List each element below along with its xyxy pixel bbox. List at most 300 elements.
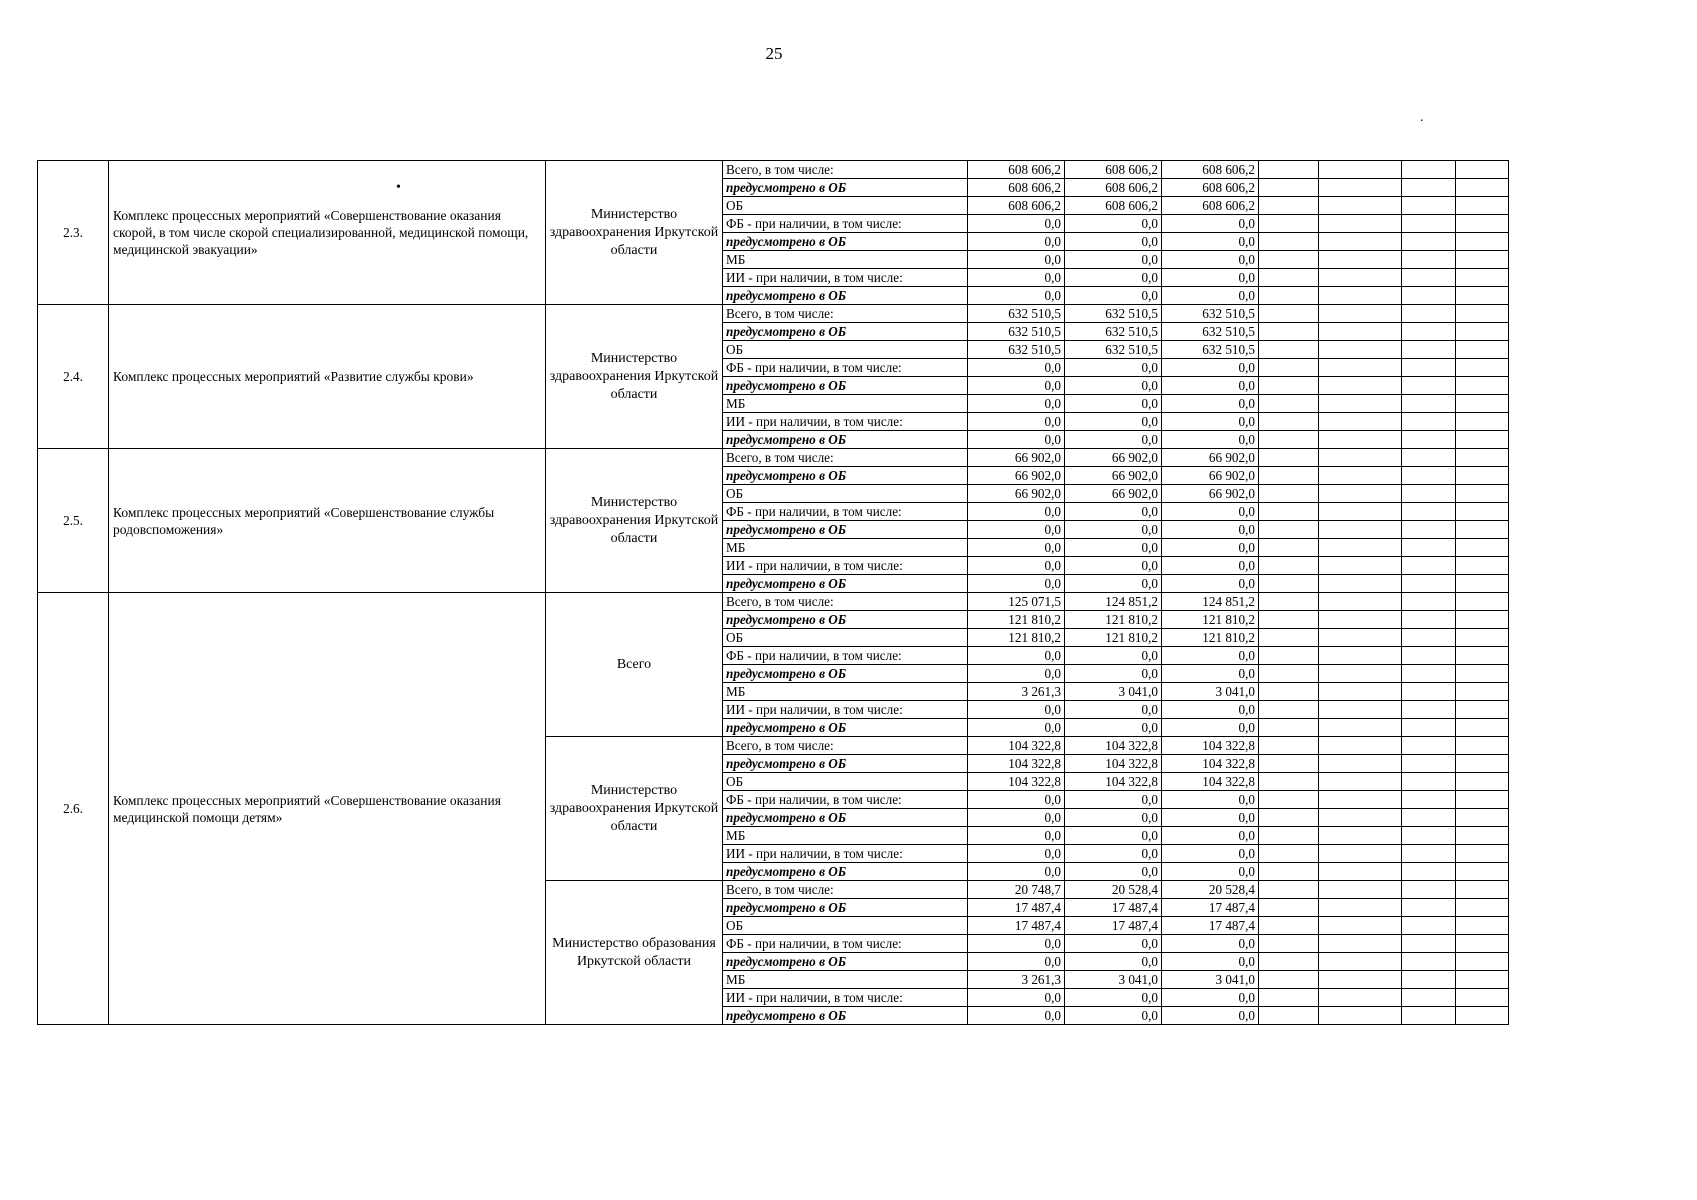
- empty-cell: [1456, 1007, 1509, 1025]
- funding-value: 3 041,0: [1162, 971, 1259, 989]
- empty-cell: [1402, 809, 1456, 827]
- empty-cell: [1259, 971, 1319, 989]
- funding-value: 0,0: [1065, 809, 1162, 827]
- funding-value: 121 810,2: [1162, 611, 1259, 629]
- funding-value: 17 487,4: [1065, 917, 1162, 935]
- executor-name: Всего: [546, 593, 723, 737]
- empty-cell: [1402, 683, 1456, 701]
- empty-cell: [1259, 305, 1319, 323]
- empty-cell: [1402, 917, 1456, 935]
- funding-value: 632 510,5: [1065, 323, 1162, 341]
- empty-cell: [1259, 737, 1319, 755]
- funding-value: 608 606,2: [1065, 197, 1162, 215]
- empty-cell: [1402, 179, 1456, 197]
- funding-source: предусмотрено в ОБ: [723, 755, 968, 773]
- empty-cell: [1259, 647, 1319, 665]
- empty-cell: [1259, 845, 1319, 863]
- funding-value: 0,0: [1065, 935, 1162, 953]
- funding-value: 0,0: [1162, 665, 1259, 683]
- funding-value: 0,0: [1065, 287, 1162, 305]
- empty-cell: [1259, 395, 1319, 413]
- empty-cell: [1259, 593, 1319, 611]
- empty-cell: [1319, 215, 1402, 233]
- funding-source: МБ: [723, 395, 968, 413]
- empty-cell: [1456, 611, 1509, 629]
- empty-cell: [1319, 827, 1402, 845]
- executor-name: Министерство здравоохранения Иркутской области: [546, 737, 723, 881]
- empty-cell: [1456, 305, 1509, 323]
- empty-cell: [1456, 539, 1509, 557]
- empty-cell: [1402, 575, 1456, 593]
- empty-cell: [1456, 719, 1509, 737]
- funding-source: предусмотрено в ОБ: [723, 719, 968, 737]
- empty-cell: [1402, 521, 1456, 539]
- empty-cell: [1319, 593, 1402, 611]
- empty-cell: [1402, 863, 1456, 881]
- empty-cell: [1319, 809, 1402, 827]
- funding-value: 0,0: [968, 539, 1065, 557]
- empty-cell: [1456, 323, 1509, 341]
- empty-cell: [1319, 701, 1402, 719]
- program-number: 2.6.: [38, 593, 109, 1025]
- empty-cell: [1319, 1007, 1402, 1025]
- funding-value: 0,0: [1065, 269, 1162, 287]
- funding-value: 66 902,0: [1162, 485, 1259, 503]
- empty-cell: [1259, 341, 1319, 359]
- executor-name: Министерство здравоохранения Иркутской области: [546, 305, 723, 449]
- funding-value: 0,0: [1065, 413, 1162, 431]
- funding-source: ФБ - при наличии, в том числе:: [723, 359, 968, 377]
- funding-value: 0,0: [1065, 791, 1162, 809]
- funding-source: предусмотрено в ОБ: [723, 665, 968, 683]
- empty-cell: [1259, 287, 1319, 305]
- funding-value: 0,0: [1065, 359, 1162, 377]
- funding-source: предусмотрено в ОБ: [723, 179, 968, 197]
- funding-value: 17 487,4: [968, 899, 1065, 917]
- empty-cell: [1259, 917, 1319, 935]
- empty-cell: [1259, 665, 1319, 683]
- funding-source: Всего, в том числе:: [723, 881, 968, 899]
- funding-value: 0,0: [1162, 503, 1259, 521]
- empty-cell: [1259, 629, 1319, 647]
- empty-cell: [1259, 161, 1319, 179]
- funding-value: 104 322,8: [1065, 755, 1162, 773]
- funding-value: 66 902,0: [1065, 449, 1162, 467]
- empty-cell: [1456, 503, 1509, 521]
- funding-value: 0,0: [968, 575, 1065, 593]
- funding-value: 0,0: [968, 935, 1065, 953]
- funding-value: 0,0: [968, 215, 1065, 233]
- empty-cell: [1259, 575, 1319, 593]
- funding-source: ИИ - при наличии, в том числе:: [723, 557, 968, 575]
- funding-value: 0,0: [1162, 413, 1259, 431]
- funding-value: 0,0: [1162, 557, 1259, 575]
- empty-cell: [1456, 863, 1509, 881]
- funding-value: 0,0: [968, 413, 1065, 431]
- funding-value: 632 510,5: [968, 341, 1065, 359]
- funding-value: 0,0: [1162, 863, 1259, 881]
- funding-value: 104 322,8: [1162, 755, 1259, 773]
- empty-cell: [1402, 989, 1456, 1007]
- funding-source: предусмотрено в ОБ: [723, 611, 968, 629]
- empty-cell: [1259, 701, 1319, 719]
- empty-cell: [1456, 827, 1509, 845]
- empty-cell: [1319, 413, 1402, 431]
- funding-source: предусмотрено в ОБ: [723, 377, 968, 395]
- empty-cell: [1259, 467, 1319, 485]
- empty-cell: [1456, 287, 1509, 305]
- funding-value: 0,0: [1065, 827, 1162, 845]
- empty-cell: [1402, 359, 1456, 377]
- funding-source: Всего, в том числе:: [723, 305, 968, 323]
- funding-source: предусмотрено в ОБ: [723, 1007, 968, 1025]
- funding-value: 0,0: [1065, 557, 1162, 575]
- funding-value: 3 041,0: [1162, 683, 1259, 701]
- empty-cell: [1456, 161, 1509, 179]
- funding-value: 0,0: [1162, 719, 1259, 737]
- empty-cell: [1456, 989, 1509, 1007]
- funding-value: 121 810,2: [1162, 629, 1259, 647]
- empty-cell: [1259, 773, 1319, 791]
- empty-cell: [1402, 323, 1456, 341]
- funding-value: 20 528,4: [1162, 881, 1259, 899]
- funding-value: 0,0: [968, 233, 1065, 251]
- program-title: Комплекс процессных мероприятий «Совершенствование службы родовспоможения»: [109, 449, 546, 593]
- funding-value: 66 902,0: [1065, 485, 1162, 503]
- funding-source: ИИ - при наличии, в том числе:: [723, 413, 968, 431]
- empty-cell: [1402, 935, 1456, 953]
- funding-value: 632 510,5: [968, 323, 1065, 341]
- funding-value: 0,0: [1162, 431, 1259, 449]
- funding-value: 0,0: [1065, 215, 1162, 233]
- funding-source: ИИ - при наличии, в том числе:: [723, 989, 968, 1007]
- page-number: 25: [765, 44, 783, 63]
- funding-source: Всего, в том числе:: [723, 737, 968, 755]
- funding-value: 0,0: [1065, 539, 1162, 557]
- funding-value: 0,0: [1162, 287, 1259, 305]
- funding-source: МБ: [723, 971, 968, 989]
- funding-value: 0,0: [968, 863, 1065, 881]
- funding-value: 17 487,4: [1162, 899, 1259, 917]
- funding-value: 66 902,0: [968, 467, 1065, 485]
- funding-source: предусмотрено в ОБ: [723, 863, 968, 881]
- funding-value: 608 606,2: [968, 161, 1065, 179]
- funding-source: ИИ - при наличии, в том числе:: [723, 845, 968, 863]
- funding-value: 0,0: [1065, 665, 1162, 683]
- funding-value: 20 748,7: [968, 881, 1065, 899]
- funding-value: 0,0: [1162, 251, 1259, 269]
- empty-cell: [1319, 359, 1402, 377]
- empty-cell: [1319, 557, 1402, 575]
- empty-cell: [1402, 593, 1456, 611]
- empty-cell: [1259, 557, 1319, 575]
- funding-source: предусмотрено в ОБ: [723, 287, 968, 305]
- funding-value: 104 322,8: [968, 737, 1065, 755]
- empty-cell: [1456, 701, 1509, 719]
- funding-value: 0,0: [968, 521, 1065, 539]
- funding-source: предусмотрено в ОБ: [723, 809, 968, 827]
- funding-source: предусмотрено в ОБ: [723, 323, 968, 341]
- empty-cell: [1402, 629, 1456, 647]
- funding-value: 0,0: [1065, 521, 1162, 539]
- funding-source: ФБ - при наличии, в том числе:: [723, 503, 968, 521]
- empty-cell: [1319, 377, 1402, 395]
- funding-value: 632 510,5: [1162, 341, 1259, 359]
- funding-value: 0,0: [968, 287, 1065, 305]
- empty-cell: [1456, 845, 1509, 863]
- funding-value: 66 902,0: [1162, 449, 1259, 467]
- funding-value: 0,0: [968, 395, 1065, 413]
- funding-source: МБ: [723, 683, 968, 701]
- funding-source: ОБ: [723, 485, 968, 503]
- empty-cell: [1456, 953, 1509, 971]
- empty-cell: [1319, 899, 1402, 917]
- empty-cell: [1319, 719, 1402, 737]
- funding-value: 0,0: [1162, 845, 1259, 863]
- funding-value: 17 487,4: [968, 917, 1065, 935]
- empty-cell: [1319, 395, 1402, 413]
- funding-value: 0,0: [1065, 377, 1162, 395]
- funding-value: 0,0: [968, 503, 1065, 521]
- empty-cell: [1319, 683, 1402, 701]
- funding-value: 0,0: [968, 701, 1065, 719]
- empty-cell: [1402, 845, 1456, 863]
- program-number: 2.5.: [38, 449, 109, 593]
- funding-value: 0,0: [968, 359, 1065, 377]
- funding-source: ОБ: [723, 773, 968, 791]
- empty-cell: [1259, 863, 1319, 881]
- funding-value: 0,0: [968, 791, 1065, 809]
- funding-value: 0,0: [1162, 647, 1259, 665]
- funding-value: 0,0: [1162, 1007, 1259, 1025]
- empty-cell: [1456, 557, 1509, 575]
- funding-value: 608 606,2: [1162, 161, 1259, 179]
- empty-cell: [1402, 557, 1456, 575]
- empty-cell: [1402, 269, 1456, 287]
- empty-cell: [1319, 629, 1402, 647]
- empty-cell: [1259, 953, 1319, 971]
- funding-source: ИИ - при наличии, в том числе:: [723, 269, 968, 287]
- funding-value: 3 041,0: [1065, 971, 1162, 989]
- funding-value: 0,0: [1065, 431, 1162, 449]
- funding-value: 66 902,0: [968, 449, 1065, 467]
- empty-cell: [1319, 773, 1402, 791]
- funding-value: 0,0: [1162, 215, 1259, 233]
- funding-value: 0,0: [1162, 233, 1259, 251]
- empty-cell: [1319, 611, 1402, 629]
- empty-cell: [1319, 935, 1402, 953]
- budget-table: [37, 160, 1509, 1025]
- empty-cell: [1456, 971, 1509, 989]
- empty-cell: [1259, 449, 1319, 467]
- empty-cell: [1456, 359, 1509, 377]
- empty-cell: [1402, 899, 1456, 917]
- funding-value: 0,0: [968, 827, 1065, 845]
- funding-value: 0,0: [1162, 521, 1259, 539]
- funding-source: ФБ - при наличии, в том числе:: [723, 215, 968, 233]
- empty-cell: [1402, 1007, 1456, 1025]
- funding-value: 0,0: [968, 377, 1065, 395]
- empty-cell: [1319, 179, 1402, 197]
- funding-value: 0,0: [1162, 989, 1259, 1007]
- empty-cell: [1456, 881, 1509, 899]
- empty-cell: [1402, 611, 1456, 629]
- funding-value: 0,0: [968, 1007, 1065, 1025]
- funding-value: 124 851,2: [1065, 593, 1162, 611]
- funding-value: 632 510,5: [1162, 323, 1259, 341]
- funding-value: 125 071,5: [968, 593, 1065, 611]
- empty-cell: [1456, 413, 1509, 431]
- empty-cell: [1319, 737, 1402, 755]
- funding-value: 121 810,2: [968, 629, 1065, 647]
- funding-source: МБ: [723, 251, 968, 269]
- empty-cell: [1259, 809, 1319, 827]
- empty-cell: [1402, 161, 1456, 179]
- funding-source: Всего, в том числе:: [723, 593, 968, 611]
- funding-source: предусмотрено в ОБ: [723, 431, 968, 449]
- empty-cell: [1456, 737, 1509, 755]
- funding-value: 0,0: [968, 809, 1065, 827]
- funding-value: 608 606,2: [968, 179, 1065, 197]
- funding-value: 0,0: [1162, 791, 1259, 809]
- empty-cell: [1402, 197, 1456, 215]
- empty-cell: [1456, 899, 1509, 917]
- empty-cell: [1259, 611, 1319, 629]
- table-row: [38, 161, 1509, 179]
- empty-cell: [1402, 341, 1456, 359]
- funding-value: 0,0: [968, 269, 1065, 287]
- funding-value: 0,0: [1162, 359, 1259, 377]
- empty-cell: [1319, 881, 1402, 899]
- funding-value: 3 261,3: [968, 971, 1065, 989]
- empty-cell: [1259, 179, 1319, 197]
- executor-name: Министерство здравоохранения Иркутской области: [546, 161, 723, 305]
- funding-value: 608 606,2: [1162, 197, 1259, 215]
- table-row: [38, 593, 1509, 611]
- funding-source: Всего, в том числе:: [723, 449, 968, 467]
- funding-value: 121 810,2: [1065, 629, 1162, 647]
- empty-cell: [1259, 503, 1319, 521]
- funding-value: 608 606,2: [1162, 179, 1259, 197]
- empty-cell: [1456, 755, 1509, 773]
- empty-cell: [1456, 593, 1509, 611]
- empty-cell: [1319, 755, 1402, 773]
- empty-cell: [1319, 647, 1402, 665]
- funding-value: 66 902,0: [968, 485, 1065, 503]
- empty-cell: [1456, 521, 1509, 539]
- empty-cell: [1456, 197, 1509, 215]
- funding-value: 104 322,8: [968, 773, 1065, 791]
- funding-value: 66 902,0: [1065, 467, 1162, 485]
- funding-source: предусмотрено в ОБ: [723, 233, 968, 251]
- funding-value: 608 606,2: [1065, 179, 1162, 197]
- empty-cell: [1259, 413, 1319, 431]
- funding-value: 0,0: [1162, 935, 1259, 953]
- funding-value: 104 322,8: [1065, 737, 1162, 755]
- empty-cell: [1259, 539, 1319, 557]
- funding-value: 0,0: [1065, 719, 1162, 737]
- empty-cell: [1319, 305, 1402, 323]
- empty-cell: [1259, 197, 1319, 215]
- funding-value: 632 510,5: [1162, 305, 1259, 323]
- empty-cell: [1402, 701, 1456, 719]
- stray-mark: .: [1420, 110, 1424, 125]
- funding-value: 17 487,4: [1065, 899, 1162, 917]
- empty-cell: [1456, 215, 1509, 233]
- empty-cell: [1259, 377, 1319, 395]
- funding-value: 104 322,8: [968, 755, 1065, 773]
- funding-value: 20 528,4: [1065, 881, 1162, 899]
- empty-cell: [1259, 431, 1319, 449]
- empty-cell: [1259, 233, 1319, 251]
- program-title: Комплекс процессных мероприятий «Развитие службы крови»: [109, 305, 546, 449]
- funding-value: 0,0: [1065, 233, 1162, 251]
- funding-value: 608 606,2: [968, 197, 1065, 215]
- empty-cell: [1456, 683, 1509, 701]
- funding-source: ОБ: [723, 917, 968, 935]
- empty-cell: [1456, 341, 1509, 359]
- empty-cell: [1319, 467, 1402, 485]
- empty-cell: [1402, 755, 1456, 773]
- program-number: 2.3.: [38, 161, 109, 305]
- funding-source: предусмотрено в ОБ: [723, 899, 968, 917]
- funding-value: 0,0: [1162, 377, 1259, 395]
- table-row: [38, 305, 1509, 323]
- empty-cell: [1259, 755, 1319, 773]
- empty-cell: [1319, 233, 1402, 251]
- funding-value: 0,0: [1065, 953, 1162, 971]
- empty-cell: [1456, 485, 1509, 503]
- funding-value: 121 810,2: [968, 611, 1065, 629]
- empty-cell: [1402, 881, 1456, 899]
- empty-cell: [1456, 773, 1509, 791]
- funding-value: 0,0: [968, 251, 1065, 269]
- empty-cell: [1319, 341, 1402, 359]
- funding-source: ОБ: [723, 629, 968, 647]
- funding-value: 0,0: [1065, 395, 1162, 413]
- funding-value: 3 041,0: [1065, 683, 1162, 701]
- empty-cell: [1259, 989, 1319, 1007]
- empty-cell: [1402, 449, 1456, 467]
- funding-value: 3 261,3: [968, 683, 1065, 701]
- program-title: Комплекс процессных мероприятий «Совершенствование оказания скорой, в том числе скорой специализированной, медицинской помощи, медицинской эвакуации»: [109, 161, 546, 305]
- empty-cell: [1319, 287, 1402, 305]
- empty-cell: [1319, 791, 1402, 809]
- funding-source: предусмотрено в ОБ: [723, 575, 968, 593]
- funding-value: 0,0: [1065, 845, 1162, 863]
- empty-cell: [1402, 305, 1456, 323]
- empty-cell: [1319, 251, 1402, 269]
- empty-cell: [1456, 251, 1509, 269]
- funding-value: 104 322,8: [1162, 737, 1259, 755]
- funding-value: 632 510,5: [1065, 341, 1162, 359]
- empty-cell: [1402, 791, 1456, 809]
- funding-source: Всего, в том числе:: [723, 161, 968, 179]
- empty-cell: [1319, 449, 1402, 467]
- empty-cell: [1456, 935, 1509, 953]
- program-number: 2.4.: [38, 305, 109, 449]
- funding-value: 0,0: [1162, 395, 1259, 413]
- empty-cell: [1259, 485, 1319, 503]
- funding-value: 632 510,5: [1065, 305, 1162, 323]
- empty-cell: [1259, 791, 1319, 809]
- empty-cell: [1456, 647, 1509, 665]
- funding-value: 0,0: [1065, 863, 1162, 881]
- empty-cell: [1259, 719, 1319, 737]
- funding-value: 0,0: [1162, 809, 1259, 827]
- table-row: [38, 449, 1509, 467]
- empty-cell: [1402, 287, 1456, 305]
